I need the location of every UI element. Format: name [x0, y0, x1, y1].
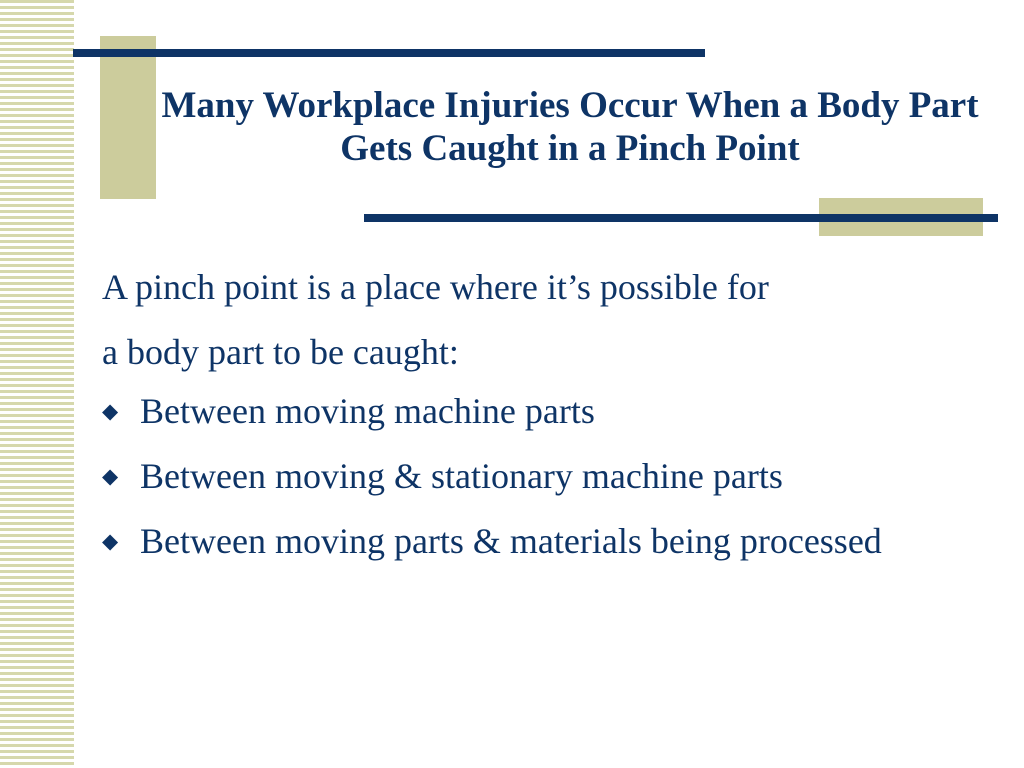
bullet-item [102, 515, 982, 567]
bullet-text: Between moving parts & materials being processed [140, 521, 882, 561]
intro-line-1: A pinch point is a place where it’s possible for [102, 267, 769, 307]
bullet-text: Between moving machine parts [140, 391, 595, 431]
diamond-bullet-icon: ◆ [102, 399, 119, 423]
bullet-text: Between moving & stationary machine parts [140, 456, 783, 496]
navy-accent-line-middle [364, 214, 998, 222]
slide-title: Many Workplace Injuries Occur When a Body Part Gets Caught in a Pinch Point [161, 85, 979, 169]
slide-body [102, 255, 982, 580]
bullet-item [102, 385, 982, 437]
bullet-item [102, 450, 982, 502]
navy-accent-line-top [73, 49, 705, 57]
diamond-bullet-icon: ◆ [102, 464, 119, 488]
diamond-bullet-icon: ◆ [102, 529, 119, 553]
intro-line-2: a body part to be caught: [102, 332, 459, 372]
tan-accent-block-top [100, 36, 156, 199]
bullet-list [102, 385, 982, 567]
left-stripe-decoration [0, 0, 74, 768]
